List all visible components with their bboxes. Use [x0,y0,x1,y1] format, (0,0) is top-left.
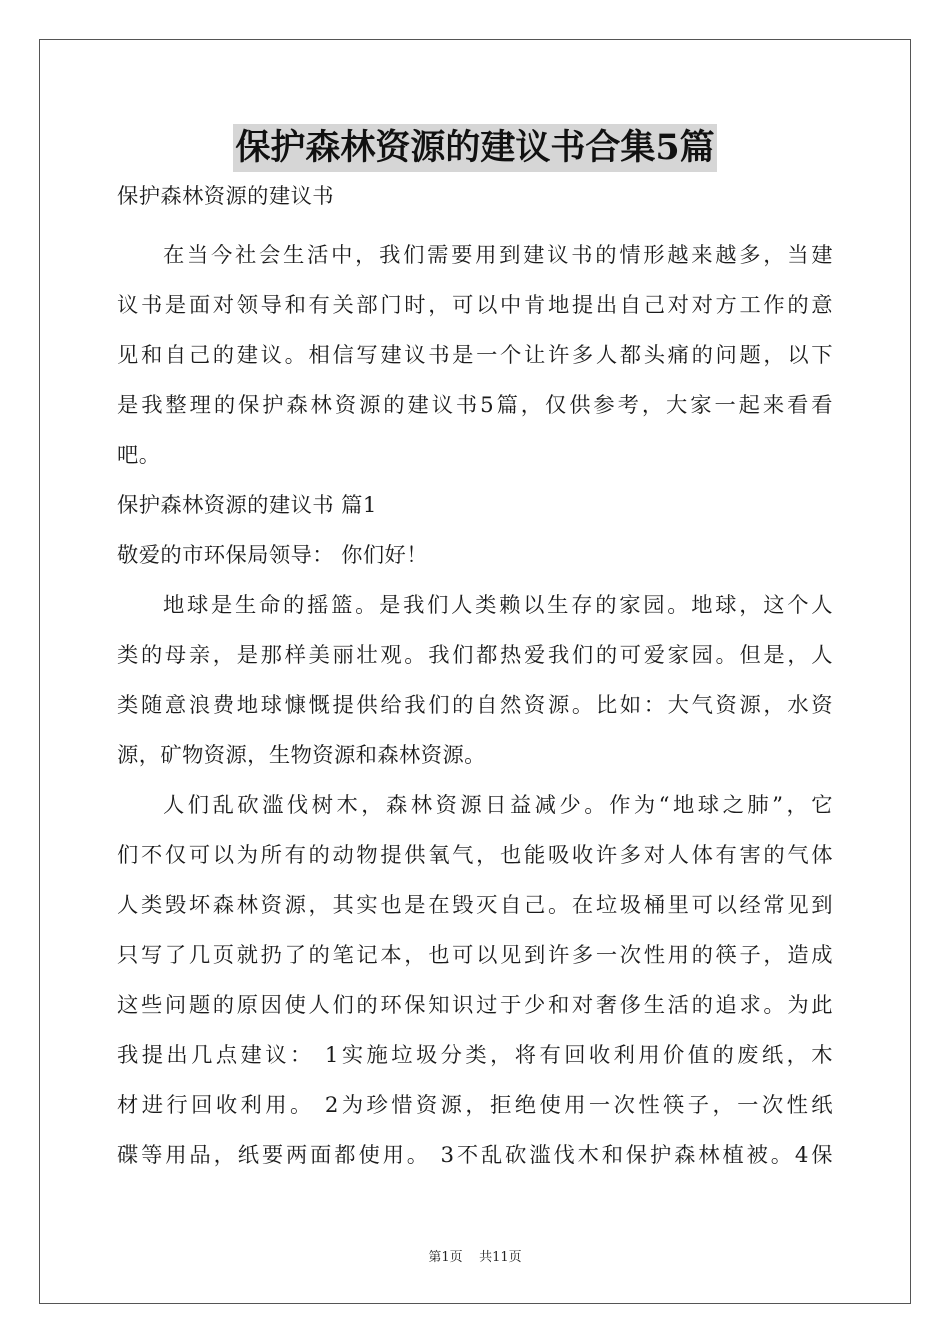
paragraph-line: 碟等用品，纸要两面都使用。 3不乱砍滥伐木和保护森林植被。4保 [117,1143,833,1168]
intro-heading: 保护森林资源的建议书 [117,184,334,209]
document-title: 保护森林资源的建议书合集5篇 [233,124,716,172]
paragraph-line: 类的母亲，是那样美丽壮观。我们都热爱我们的可爱家园。但是，人 [117,643,833,668]
paragraph-line: 这些问题的原因使人们的环保知识过于少和对奢侈生活的追求。为此 [117,993,833,1018]
salutation: 敬爱的市环保局领导： 你们好！ [117,543,428,568]
paragraph-line: 在当今社会生活中，我们需要用到建议书的情形越来越多，当建 [163,243,833,268]
paragraph-line: 见和自己的建议。相信写建议书是一个让许多人都头痛的问题，以下 [117,343,833,368]
paragraph-line: 只写了几页就扔了的笔记本，也可以见到许多一次性用的筷子，造成 [117,943,833,968]
paragraph-line: 议书是面对领导和有关部门时，可以中肯地提出自己对对方工作的意 [117,293,833,318]
section-heading: 保护森林资源的建议书 篇1 [117,493,377,518]
page-number: 第1页 [428,1250,463,1265]
paragraph-line: 吧。 [117,443,161,468]
paragraph-line: 人们乱砍滥伐树木，森林资源日益减少。作为“地球之肺”，它 [163,793,833,818]
document-body [117,172,833,1181]
paragraph-line: 我提出几点建议： 1实施垃圾分类，将有回收利用价值的废纸，木 [117,1043,833,1068]
paragraph-line: 人类毁坏森林资源，其实也是在毁灭自己。在垃圾桶里可以经常见到 [117,893,833,918]
paragraph-line: 地球是生命的摇篮。是我们人类赖以生存的家园。地球，这个人 [163,593,833,618]
page-footer [0,1246,950,1265]
paragraph-line: 类随意浪费地球慷慨提供给我们的自然资源。比如：大气资源，水资 [117,693,833,718]
paragraph-line: 是我整理的保护森林资源的建议书5篇，仅供参考，大家一起来看看 [117,393,833,418]
page-total: 共11页 [479,1250,522,1265]
title-container [0,124,950,172]
paragraph-line: 们不仅可以为所有的动物提供氧气，也能吸收许多对人体有害的气体 [117,843,833,868]
paragraph-line: 材进行回收利用。 2为珍惜资源，拒绝使用一次性筷子，一次性纸 [117,1093,833,1118]
paragraph-line: 源，矿物资源，生物资源和森林资源。 [117,743,486,768]
